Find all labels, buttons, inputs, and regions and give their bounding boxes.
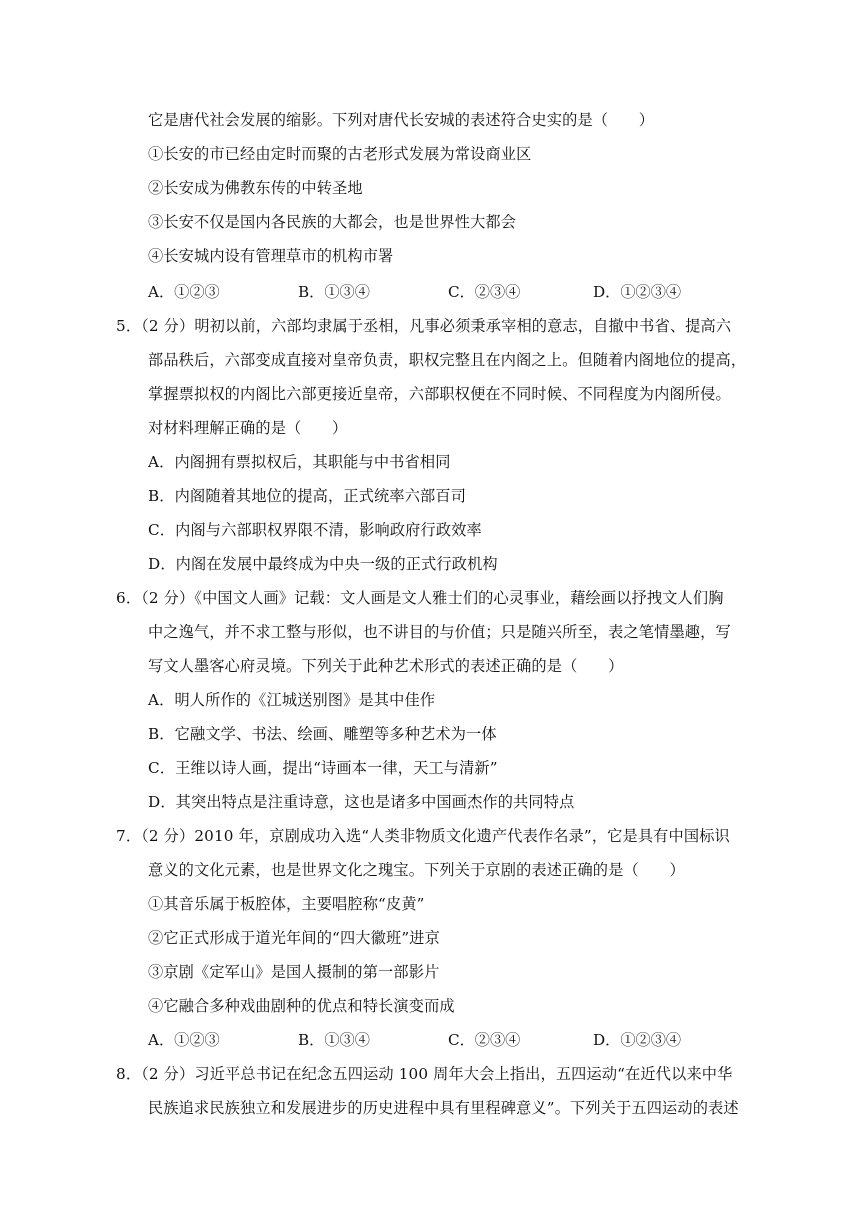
q4-statement-3: ③长安不仅是国内各民族的大都会，也是世界性大都会: [148, 213, 517, 231]
q5-stem-line-2: 部品秩后，六部变成直接对皇帝负责，职权完整且在内阁之上。但随着内阁地位的提高，: [148, 351, 747, 369]
q4-option-b[interactable]: B．①③④: [298, 283, 370, 301]
q4-option-c[interactable]: C．②③④: [448, 283, 521, 301]
q6-stem-line-1: 6．（2 分）《中国文人画》记载：文人画是文人雅士们的心灵事业，藉绘画以抒拽文人们胸: [116, 589, 724, 607]
q4-option-a[interactable]: A．①②③: [148, 283, 220, 301]
q5-option-a[interactable]: A．内阁拥有票拟权后，其职能与中书省相同: [148, 453, 451, 471]
q6-option-d[interactable]: D．其突出特点是注重诗意，这也是诸多中国画杰作的共同特点: [148, 793, 575, 811]
q5-option-c[interactable]: C．内阁与六部职权界限不清，影响政府行政效率: [148, 521, 482, 539]
q4-statement-2: ②长安成为佛教东传的中转圣地: [148, 179, 363, 197]
q7-option-b[interactable]: B．①③④: [298, 1031, 370, 1049]
q7-stem-line-1: 7．（2 分）2010 年，京剧成功入选“人类非物质文化遗产代表作名录”，它是具有中国标识: [116, 827, 730, 845]
q8-stem-line-1: 8．（2 分）习近平总书记在纪念五四运动 100 周年大会上指出，五四运动“在近代以来中华: [116, 1065, 733, 1083]
q7-statement-2: ②它正式形成于道光年间的“四大徽班”进京: [148, 929, 440, 947]
q4-statement-4: ④长安城内设有管理草市的机构市署: [148, 247, 394, 265]
q6-option-a[interactable]: A．明人所作的《江城送别图》是其中佳作: [148, 691, 436, 709]
q7-option-d[interactable]: D．①②③④: [593, 1031, 682, 1049]
q5-option-b[interactable]: B．内阁随着其地位的提高，正式统率六部百司: [148, 487, 467, 505]
q6-stem-line-2: 中之逸气，并不求工整与形似，也不讲目的与价值；只是随兴所至，表之笔情墨趣，写: [148, 623, 731, 641]
q5-stem-line-4: 对材料理解正确的是（ ）: [148, 419, 348, 437]
q7-statement-4: ④它融合多种戏曲剧种的优点和特长演变而成: [148, 997, 455, 1015]
q6-stem-line-3: 写文人墨客心府灵境。下列关于此种艺术形式的表述正确的是（ ）: [148, 657, 624, 675]
q8-stem-line-2: 民族追求民族独立和发展进步的历史进程中具有里程碑意义”。下列关于五四运动的表述: [148, 1099, 739, 1117]
q4-option-d[interactable]: D．①②③④: [593, 283, 682, 301]
q4-statement-1: ①长安的市已经由定时而聚的古老形式发展为常设商业区: [148, 145, 532, 163]
q7-option-c[interactable]: C．②③④: [448, 1031, 521, 1049]
q6-option-c[interactable]: C．王维以诗人画，提出“诗画本一律，天工与清新”: [148, 759, 498, 777]
q5-stem-line-1: 5．（2 分）明初以前，六部均隶属于丞相，凡事必须秉承宰相的意志，自撤中书省、提高六: [116, 317, 732, 335]
q5-stem-line-3: 掌握票拟权的内阁比六部更接近皇帝，六部职权便在不同时候、不同程度为内阁所侵。: [148, 385, 731, 403]
q7-option-a[interactable]: A．①②③: [148, 1031, 220, 1049]
q5-option-d[interactable]: D．内阁在发展中最终成为中央一级的正式行政机构: [148, 555, 498, 573]
q6-option-b[interactable]: B．它融文学、书法、绘画、雕塑等多种艺术为一体: [148, 725, 497, 743]
q7-statement-3: ③京剧《定军山》是国人摄制的第一部影片: [148, 963, 440, 981]
q7-statement-1: ①其音乐属于板腔体，主要唱腔称“皮黄”: [148, 895, 425, 913]
q7-stem-line-2: 意义的文化元素，也是世界文化之瑰宝。下列关于京剧的表述正确的是（ ）: [148, 861, 685, 879]
q4-stem-tail: 它是唐代社会发展的缩影。下列对唐代长安城的表述符合史实的是（ ）: [148, 111, 655, 129]
